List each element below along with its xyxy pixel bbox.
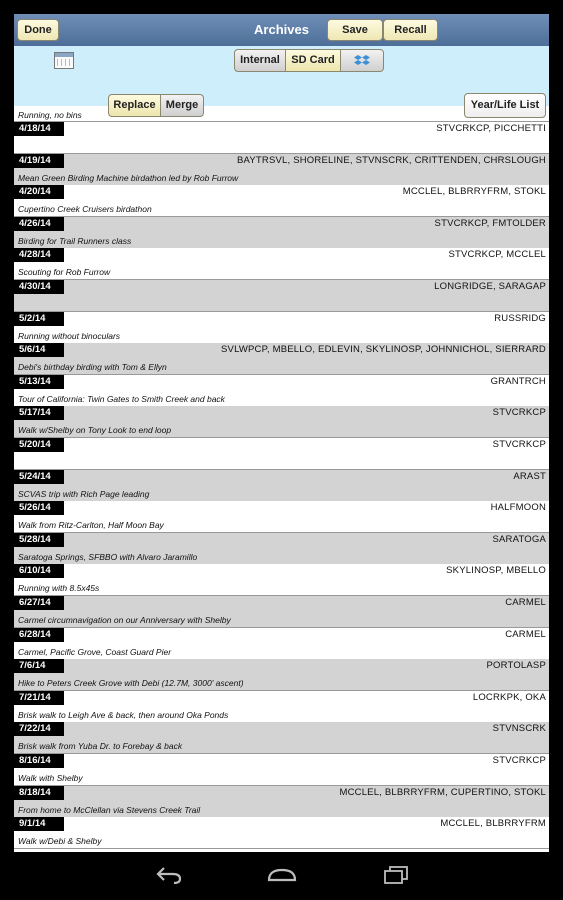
dropbox-button[interactable]: [340, 49, 384, 72]
list-item[interactable]: [14, 438, 549, 470]
list-item[interactable]: [14, 533, 549, 565]
list-item[interactable]: [14, 248, 549, 280]
list-item[interactable]: [14, 817, 549, 849]
date-tag: 6/10/14: [14, 564, 64, 578]
trip-note: Brisk walk from Yuba Dr. to Forebay & back: [18, 741, 183, 752]
done-button[interactable]: Done: [17, 19, 59, 41]
internal-storage-button[interactable]: Internal: [234, 49, 286, 72]
date-tag: 8/18/14: [14, 786, 64, 800]
list-item[interactable]: [14, 501, 549, 533]
title-bar: [14, 14, 549, 46]
year-life-list-button[interactable]: Year/Life List: [464, 93, 546, 118]
recents-icon[interactable]: [383, 866, 409, 884]
trip-note: SCVAS trip with Rich Page leading: [18, 488, 150, 499]
trip-note: Tour of California: Twin Gates to Smith Creek and back: [18, 393, 225, 404]
site-codes: STVCRKCP, FMTOLDER: [434, 217, 546, 229]
trip-note: Carmel, Pacific Grove, Coast Guard Pier: [18, 646, 172, 657]
site-codes: CARMEL: [505, 628, 546, 640]
list-item[interactable]: [14, 628, 549, 660]
site-codes: PORTOLASP: [486, 660, 546, 672]
list-item[interactable]: [14, 659, 549, 691]
app-screen: [14, 14, 549, 852]
trip-note: Debi's birthday birding with Tom & Ellyn: [18, 362, 167, 373]
list-item[interactable]: [14, 312, 549, 344]
date-tag: 4/18/14: [14, 122, 64, 136]
list-item[interactable]: [14, 786, 549, 818]
site-codes: MCCLEL, BLBRRYFRM: [440, 818, 546, 830]
archive-list[interactable]: [14, 106, 549, 852]
list-item[interactable]: [14, 596, 549, 628]
trip-note: Brisk walk to Leigh Ave & back, then around Oka Ponds: [18, 709, 229, 720]
list-item[interactable]: [14, 185, 549, 217]
site-codes: STVCRKCP: [492, 755, 546, 766]
trip-note: Saratoga Springs, SFBBO with Alvaro Jaramillo: [18, 551, 198, 562]
system-nav-bar: [0, 852, 563, 900]
list-item[interactable]: [14, 406, 549, 438]
site-codes: SARATOGA: [492, 533, 546, 545]
trip-note: Walk w/Debi & Shelby: [18, 836, 102, 847]
date-tag: 7/22/14: [14, 722, 64, 736]
list-item[interactable]: [14, 217, 549, 249]
date-tag: 5/6/14: [14, 343, 64, 357]
site-codes: SKYLINOSP, MBELLO: [446, 565, 546, 577]
replace-button[interactable]: Replace: [108, 94, 161, 117]
save-button[interactable]: Save: [327, 19, 383, 41]
trip-note: Birding for Trail Runners class: [18, 235, 132, 246]
date-tag: 5/28/14: [14, 533, 64, 547]
trip-note: Running without binoculars: [18, 330, 121, 341]
date-tag: 4/20/14: [14, 185, 64, 199]
site-codes: STVCRKCP: [492, 439, 546, 450]
site-codes: STVCRKCP: [492, 407, 546, 419]
site-codes: LOCRKPK, OKA: [472, 691, 546, 703]
date-tag: 5/2/14: [14, 312, 64, 326]
calendar-icon[interactable]: [54, 52, 74, 69]
date-tag: 7/6/14: [14, 659, 64, 673]
date-tag: 5/17/14: [14, 406, 64, 420]
dropbox-icon: [354, 54, 370, 68]
trip-note: Cupertino Creek Cruisers birdathon: [18, 204, 152, 215]
site-codes: HALFMOON: [490, 502, 546, 514]
site-codes: RUSSRIDG: [494, 312, 546, 324]
site-codes: MCCLEL, BLBRRYFRM, STOKL: [402, 186, 546, 198]
toolbar: [14, 46, 549, 111]
list-item[interactable]: [14, 122, 549, 154]
date-tag: 5/26/14: [14, 501, 64, 515]
site-codes: STVCRKCP, MCCLEL: [448, 249, 546, 261]
list-item[interactable]: [14, 722, 549, 754]
date-tag: 7/21/14: [14, 691, 64, 705]
trip-note: Scouting for Rob Furrow: [18, 267, 111, 278]
list-item[interactable]: [14, 280, 549, 312]
date-tag: 9/1/14: [14, 817, 64, 831]
trip-note: Mean Green Birding Machine birdathon led by Rob Furrow: [18, 172, 239, 183]
trip-note: Hike to Peters Creek Grove with Debi (12.7M, 3000' ascent): [18, 678, 244, 689]
site-codes: BAYTRSVL, SHORELINE, STVNSCRK, CRITTENDEN, CHRSLOUGH: [237, 154, 546, 166]
site-codes: MCCLEL, BLBRRYFRM, CUPERTINO, STOKL: [339, 786, 546, 798]
date-tag: 6/27/14: [14, 596, 64, 610]
date-tag: 5/24/14: [14, 470, 64, 484]
site-codes: ARAST: [513, 470, 546, 482]
recall-button[interactable]: Recall: [383, 19, 438, 41]
trip-note: Walk w/Shelby on Tony Look to end loop: [18, 425, 172, 436]
list-item[interactable]: [14, 343, 549, 375]
site-codes: CARMEL: [505, 597, 546, 608]
list-item-note: Running, no bins: [18, 110, 82, 120]
list-item[interactable]: [14, 375, 549, 407]
list-item[interactable]: [14, 691, 549, 723]
date-tag: 5/13/14: [14, 375, 64, 389]
trip-note: Walk with Shelby: [18, 773, 83, 783]
list-item[interactable]: [14, 154, 549, 186]
site-codes: LONGRIDGE, SARAGAP: [434, 281, 546, 292]
trip-note: Running with 8.5x45s: [18, 583, 100, 594]
date-tag: 4/30/14: [14, 280, 64, 294]
trip-note: Carmel circumnavigation on our Anniversary with Shelby: [18, 615, 231, 625]
list-item[interactable]: [14, 754, 549, 786]
row-divider: [14, 848, 549, 849]
date-tag: 4/19/14: [14, 154, 64, 168]
date-tag: 4/26/14: [14, 217, 64, 231]
list-item[interactable]: [14, 564, 549, 596]
back-icon[interactable]: [155, 866, 183, 884]
home-icon[interactable]: [267, 866, 297, 884]
date-tag: 8/16/14: [14, 754, 64, 768]
trip-note: From home to McClellan via Stevens Creek Trail: [18, 804, 201, 815]
site-codes: GRANTRCH: [490, 375, 546, 387]
date-tag: 6/28/14: [14, 628, 64, 642]
site-codes: SVLWPCP, MBELLO, EDLEVIN, SKYLINOSP, JOHNNICHOL, SIERRARD: [221, 344, 546, 356]
site-codes: STVCRKCP, PICCHETTI: [436, 123, 546, 134]
date-tag: 4/28/14: [14, 248, 64, 262]
list-item[interactable]: [14, 470, 549, 502]
site-codes: STVNSCRK: [492, 723, 546, 735]
date-tag: 5/20/14: [14, 438, 64, 452]
sd-card-button[interactable]: SD Card: [285, 49, 341, 72]
merge-button[interactable]: Merge: [160, 94, 204, 117]
page-title: Archives: [254, 22, 309, 37]
trip-note: Walk from Ritz-Carlton, Half Moon Bay: [18, 520, 164, 531]
